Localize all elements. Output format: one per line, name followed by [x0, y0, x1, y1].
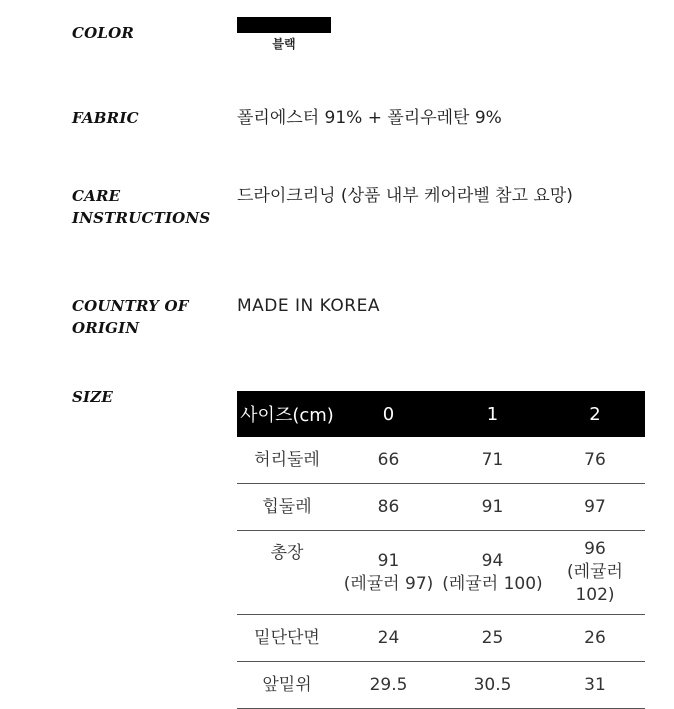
- table-cell: [337, 531, 440, 615]
- size-label: SIZE: [72, 388, 114, 406]
- table-cell: [440, 531, 545, 615]
- table-cell: 26: [545, 615, 645, 662]
- table-row: [237, 531, 645, 615]
- table-row: [237, 484, 645, 531]
- cell-value: 96: [584, 539, 606, 559]
- cell-note: (레귤러 102): [567, 562, 623, 605]
- size-table-header: [237, 391, 645, 437]
- origin-label: [72, 295, 189, 339]
- origin-label-line1: COUNTRY OF: [72, 297, 189, 315]
- table-cell: 76: [545, 437, 645, 484]
- row-name: 밑단단면: [237, 615, 337, 662]
- cell-note: (레귤러 97): [343, 573, 434, 594]
- table-cell: 25: [440, 615, 545, 662]
- table-row: [237, 615, 645, 662]
- origin-value: MADE IN KOREA: [237, 296, 380, 316]
- care-label-line1: CARE: [72, 187, 121, 205]
- cell-value: 91: [377, 550, 400, 571]
- color-label: COLOR: [72, 24, 135, 42]
- color-value: 블랙: [272, 37, 296, 51]
- row-name: 허리둘레: [237, 437, 337, 484]
- table-cell: 91: [440, 484, 545, 531]
- table-cell: [545, 531, 645, 615]
- care-label-line2: INSTRUCTIONS: [72, 209, 211, 227]
- table-cell: 66: [337, 437, 440, 484]
- table-cell: 30.5: [440, 662, 545, 709]
- care-label: [72, 185, 210, 229]
- care-value: 드라이크리닝 (상품 내부 케어라벨 참고 요망): [237, 186, 573, 206]
- row-name: 앞밑위: [237, 662, 337, 709]
- table-cell: 24: [337, 615, 440, 662]
- table-cell: 97: [545, 484, 645, 531]
- table-cell: 86: [337, 484, 440, 531]
- header-size-2: 2: [545, 391, 645, 437]
- header-size-1: 1: [440, 391, 545, 437]
- table-row: [237, 662, 645, 709]
- header-size-0: 0: [337, 391, 440, 437]
- table-row: [237, 437, 645, 484]
- fabric-value: 폴리에스터 91% + 폴리우레탄 9%: [237, 108, 502, 128]
- table-cell: 29.5: [337, 662, 440, 709]
- size-table: [237, 391, 645, 709]
- row-name: 힙둘레: [237, 484, 337, 531]
- cell-value: 94: [481, 550, 504, 571]
- header-size-cm: 사이즈(cm): [237, 391, 337, 437]
- table-cell: 31: [545, 662, 645, 709]
- row-name: 총장: [237, 531, 337, 615]
- origin-label-line2: ORIGIN: [72, 319, 140, 337]
- cell-note: (레귤러 100): [442, 573, 543, 594]
- fabric-label: FABRIC: [72, 109, 139, 127]
- color-swatch: [237, 17, 331, 33]
- table-cell: 71: [440, 437, 545, 484]
